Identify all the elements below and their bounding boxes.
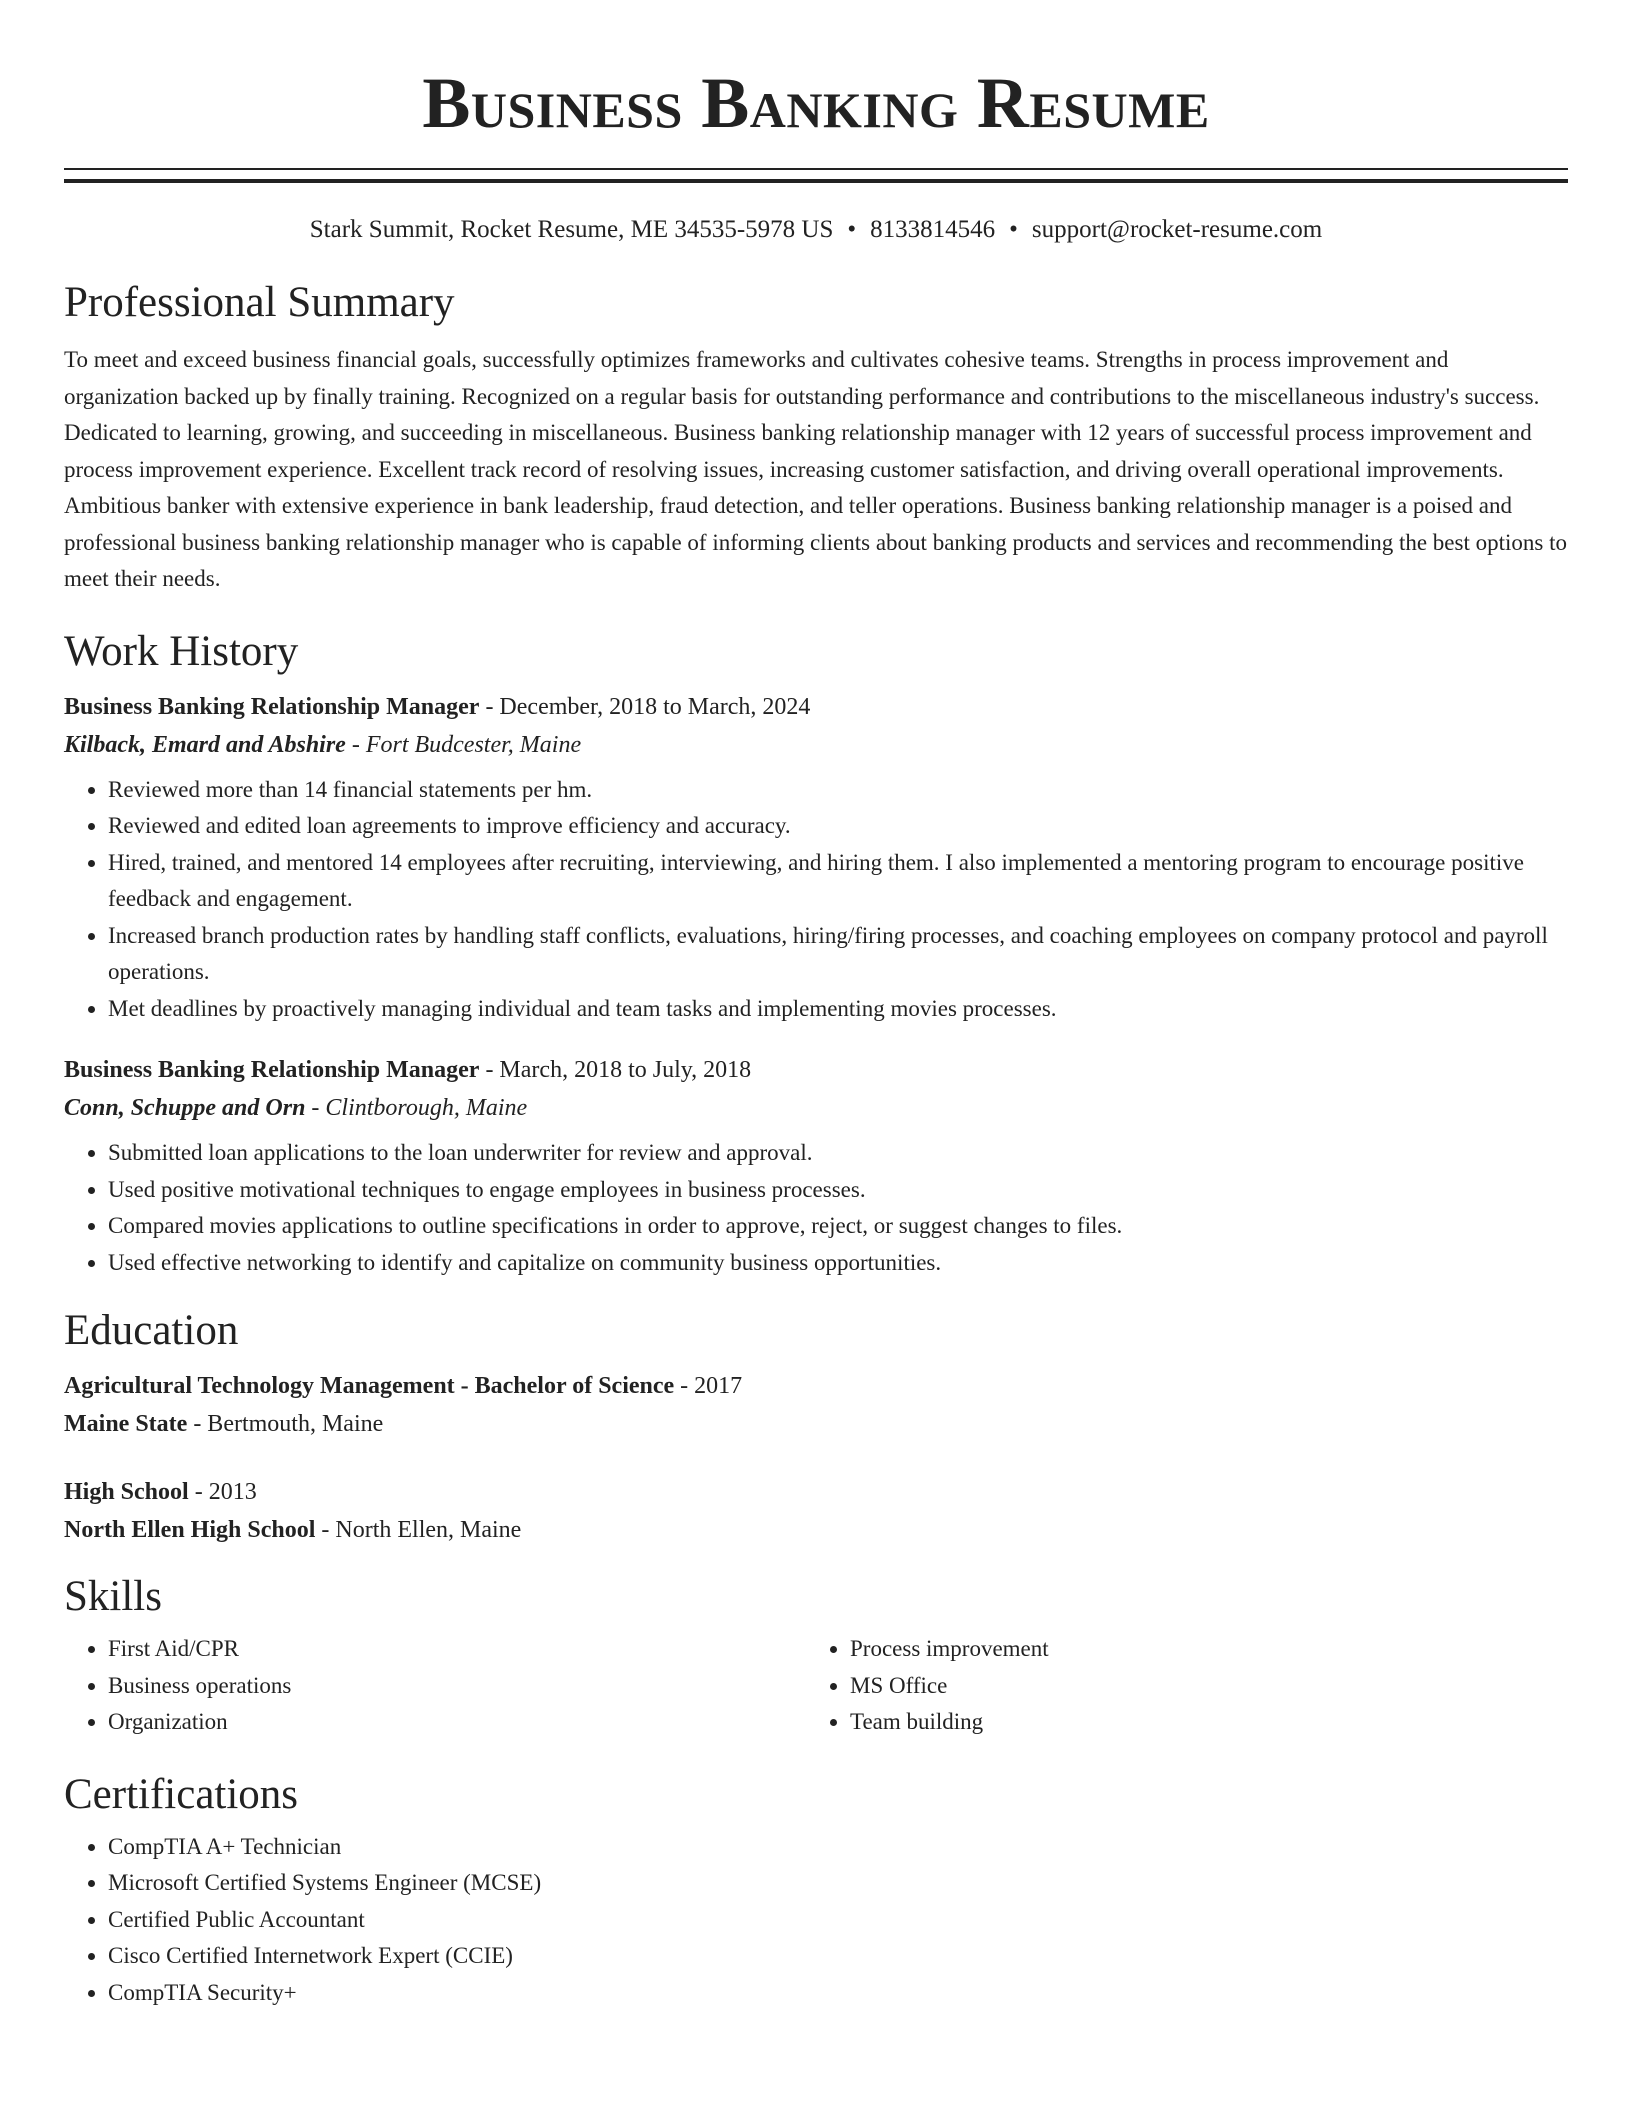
degree-year: - 2017 [674,1373,743,1399]
skills-grid [64,1631,1568,1741]
skills-column-right [806,1631,1548,1741]
degree: Agricultural Technology Management - Bachelor of Science [64,1373,675,1399]
job-bullets [64,1135,1568,1281]
summary-text: To meet and exceed business financial goals, successfully optimizes frameworks and cultivates cohesive teams. Strengths in process improvement and organization backed up by finally training. Recognized on a regular basis for outstanding performance and contributions to the miscellaneous industry's success. Dedicated to learning, growing, and succeeding in miscellaneous. Business banking relationship manager with 12 years of successful process improvement and process improvement experience. Excellent track record of resolving issues, increasing customer satisfaction, and driving overall operational improvements. Ambitious banker with extensive experience in bank leadership, fraud detection, and teller operations. Business banking relationship manager is a poised and professional business banking relationship manager who is capable of informing clients about banking products and services and recommending the best options to meet their needs. [64,347,1567,591]
certification-item: • CompTIA A+ Technician [108,1829,1568,1866]
job-title: Business Banking Relationship Manager [64,693,480,720]
job-dates: - March, 2018 to July, 2018 [479,1057,752,1083]
job-location: - Clintborough, Maine [305,1095,528,1121]
job-bullets [64,772,1568,1028]
school-name: Maine State [64,1411,188,1437]
education-entry [64,1473,1568,1549]
job-title-line [64,688,1568,726]
job-company-line [64,1089,1568,1127]
degree: High School [64,1479,189,1505]
education-heading: Education [64,1307,239,1354]
job-title: Business Banking Relationship Manager [64,1057,480,1083]
job-company: Kilback, Emard and Abshire [64,731,346,758]
list-item: • Reviewed and edited loan agreements to improve efficiency and accuracy. [108,808,1568,845]
job-location: - Fort Budcester, Maine [345,731,582,758]
degree-line [64,1367,1568,1405]
job-entry [64,1051,1568,1281]
degree-line [64,1473,1568,1511]
education-entry [64,1367,1568,1443]
school-name: North Ellen High School [64,1517,316,1543]
resume-title: Business Banking Resume [422,63,1210,143]
certifications-list [64,1829,1568,2012]
contact-line [64,213,1568,247]
skill-item: • Team building [850,1704,1548,1741]
job-title-line [64,1051,1568,1089]
list-item: • Used positive motivational techniques to engage employees in business processes. [108,1172,1568,1209]
skill-item: • Process improvement [850,1631,1548,1668]
skill-item: • MS Office [850,1668,1548,1705]
contact-email[interactable]: support@rocket-resume.com [1031,216,1323,243]
skills-column-left [64,1631,806,1741]
certification-item: • CompTIA Security+ [108,1975,1568,2012]
job-entry [64,688,1568,1028]
work-history-heading: Work History [64,627,299,675]
summary-heading: Professional Summary [64,279,455,326]
contact-phone[interactable]: 8133814546 [870,216,996,243]
certifications-heading: Certifications [64,1770,299,1818]
skills-list [64,1631,806,1741]
school-location: - Bertmouth, Maine [187,1411,384,1437]
skills-heading: Skills [64,1573,162,1620]
school-location: - North Ellen, Maine [315,1517,522,1543]
list-item: • Compared movies applications to outline specifications in order to approve, reject, or suggest changes to files. [108,1208,1568,1245]
skill-item: • Organization [108,1704,806,1741]
skill-item: • First Aid/CPR [108,1631,806,1668]
job-company: Conn, Schuppe and Orn [64,1095,306,1121]
school-line [64,1511,1568,1549]
contact-separator: • [847,216,857,243]
degree-year: - 2013 [188,1479,257,1505]
contact-address: Stark Summit, Rocket Resume, ME 34535-5978 US [309,216,834,243]
list-item: • Submitted loan applications to the loan underwriter for review and approval. [108,1135,1568,1172]
certification-item: • Microsoft Certified Systems Engineer (MCSE) [108,1865,1568,1902]
skill-item: • Business operations [108,1668,806,1705]
certification-item: • Certified Public Accountant [108,1902,1568,1939]
certification-item: • Cisco Certified Internetwork Expert (CCIE) [108,1938,1568,1975]
job-company-line [64,726,1568,764]
list-item: • Met deadlines by proactively managing individual and team tasks and implementing movies processes. [108,991,1568,1028]
list-item: • Hired, trained, and mentored 14 employees after recruiting, interviewing, and hiring them. I also implemented a mentoring program to encourage positive feedback and engagement. [108,845,1568,918]
skills-list [806,1631,1548,1741]
list-item: • Used effective networking to identify and capitalize on community business opportunities. [108,1245,1568,1282]
list-item: • Reviewed more than 14 financial statements per hm. [108,772,1568,809]
job-dates: - December, 2018 to March, 2024 [479,693,811,720]
title-divider [64,168,1568,183]
school-line [64,1405,1568,1443]
list-item: • Increased branch production rates by handling staff conflicts, evaluations, hiring/firing processes, and coaching employees on company protocol and payroll operations. [108,918,1568,991]
contact-separator: • [1009,216,1018,243]
